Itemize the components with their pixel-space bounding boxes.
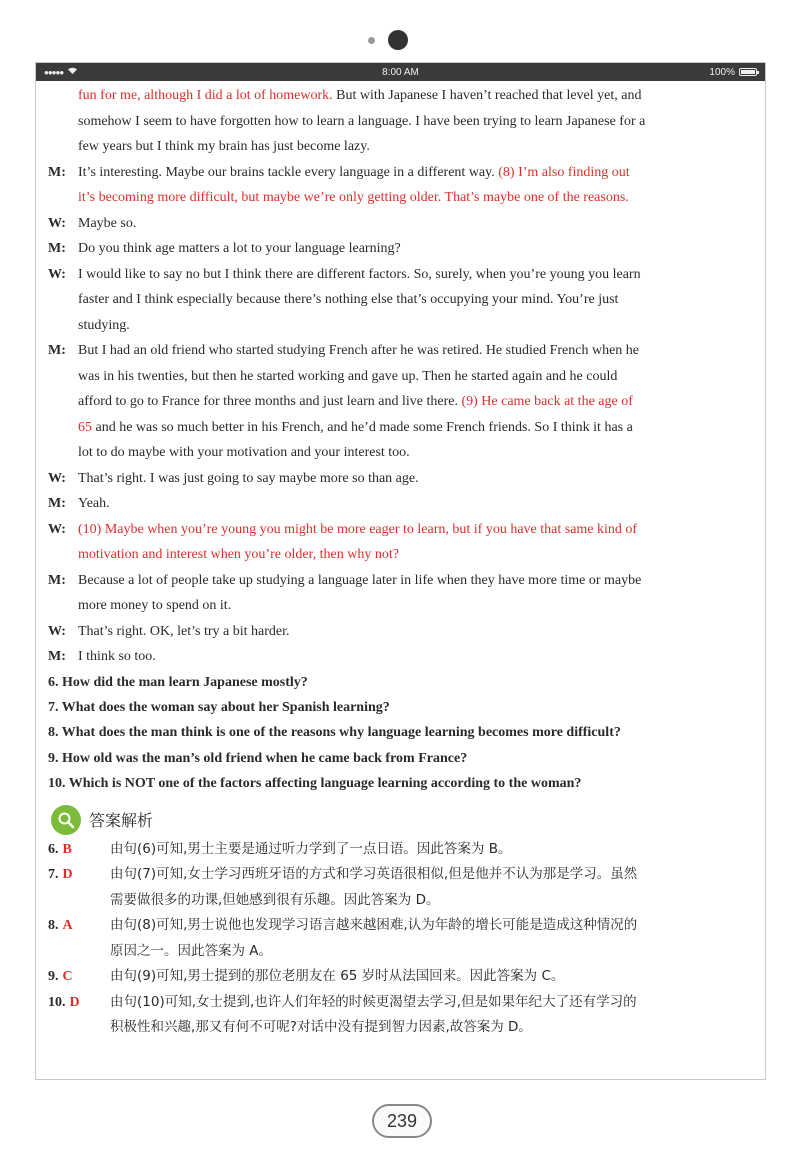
speaker-label: W: xyxy=(48,623,66,639)
dialogue-turn xyxy=(48,644,747,670)
dialogue-line xyxy=(78,83,747,109)
answer-item xyxy=(48,990,747,1041)
text-run: But with Japanese I haven’t reached that level yet, and xyxy=(332,88,642,103)
question-item: 8. What does the man think is one of the reasons why language learning becomes more difficult? xyxy=(48,725,621,741)
highlighted-text: (8) I’m also finding out xyxy=(498,164,630,180)
answer-letter: D xyxy=(62,867,73,883)
dialogue-line xyxy=(78,542,747,568)
answer-explanation-line: 由句(10)可知,女士提到,也许人们年轻的时候更渴望去学习,但是如果年纪大了还有学习的 xyxy=(110,993,637,1010)
status-time: 8:00 AM xyxy=(382,66,419,78)
text-run: lot to do maybe with your motivation and your interest too. xyxy=(78,445,410,460)
answer-letter: A xyxy=(62,918,73,934)
answer-section-title: 答案解析 xyxy=(89,811,154,831)
speaker-label: M: xyxy=(48,496,66,511)
answer-explanation-line: 由句(8)可知,男士说他也发现学习语言越来越困难,认为年龄的增长可能是造成这种情况的 xyxy=(110,917,638,934)
question-item: 6. How did the man learn Japanese mostly? xyxy=(48,674,308,690)
dialogue-turn xyxy=(48,517,747,568)
text-run: I would like to say no but I think there are different factors. So, surely, when you’re young you learn xyxy=(78,266,641,282)
highlighted-text: 65 xyxy=(78,419,92,435)
highlighted-text: (9) He came back at the age of xyxy=(461,394,633,409)
answer-explanation-line: 由句(9)可知,男士提到的那位老朋友在 65 岁时从法国回来。因此答案为 C。 xyxy=(110,968,565,985)
speaker-label: W: xyxy=(48,470,66,486)
page-indicator-dots xyxy=(366,30,426,50)
speaker-label: M: xyxy=(48,164,66,180)
dialogue-line xyxy=(78,160,747,186)
text-run: Do you think age matters a lot to your language learning? xyxy=(78,241,401,256)
answer-number xyxy=(48,913,73,939)
speaker-label: M: xyxy=(48,649,66,664)
dialogue-line xyxy=(78,568,747,594)
dialogue-turn xyxy=(48,568,747,619)
question-list xyxy=(48,670,747,797)
question-item: 7. What does the woman say about her Spanish learning? xyxy=(48,699,390,715)
text-run: few years but I think my brain has just become lazy. xyxy=(78,139,370,154)
answer-explanation-line: 原因之一。因此答案为 A。 xyxy=(110,942,273,959)
answer-index: 6. xyxy=(48,841,59,857)
page-content xyxy=(36,81,765,1041)
text-run: somehow I seem to have forgotten how to learn a language. I have been trying to learn Japanese for a xyxy=(78,113,646,129)
text-run: and he was so much better in his French, and he’d made some French friends. So I think it has a xyxy=(92,419,633,435)
status-bar xyxy=(36,63,765,81)
dialogue-line xyxy=(78,440,747,466)
question-item: 9. How old was the man’s old friend when he came back from France? xyxy=(48,750,468,766)
dialogue-line xyxy=(78,211,747,237)
speaker-label: M: xyxy=(48,343,66,358)
speaker-label: M: xyxy=(48,241,66,256)
dialogue-line xyxy=(78,185,747,211)
highlighted-text: motivation and interest when you’re older, then why not? xyxy=(78,547,399,562)
dialogue-transcript xyxy=(48,83,747,670)
speaker-label: W: xyxy=(48,521,66,537)
dialogue-line xyxy=(78,236,747,262)
dialogue-line xyxy=(78,389,747,415)
answer-letter: B xyxy=(62,841,72,857)
text-run: But I had an old friend who started studying French after he was retired. He studied French when he xyxy=(78,343,640,358)
text-run: That’s right. I was just going to say maybe more so than age. xyxy=(78,470,419,486)
dialogue-turn xyxy=(48,83,747,160)
dialogue-line xyxy=(78,466,747,492)
answer-number xyxy=(48,990,80,1016)
text-run: Maybe so. xyxy=(78,215,137,231)
wifi-icon xyxy=(67,66,78,78)
answer-letter: C xyxy=(62,969,73,985)
answer-number xyxy=(48,862,73,888)
speaker-label: W: xyxy=(48,266,66,282)
text-run: I think so too. xyxy=(78,649,156,664)
answer-list xyxy=(48,837,747,1041)
text-run: Because a lot of people take up studying a language later in life when they have more time or maybe xyxy=(78,572,642,588)
dialogue-line xyxy=(78,593,747,619)
text-run: faster and I think especially because there’s nothing else that’s occupying your mind. You’re just xyxy=(78,292,619,307)
dialogue-line xyxy=(78,644,747,670)
answer-index: 7. xyxy=(48,867,59,883)
text-run: It’s interesting. Maybe our brains tackle every language in a different way. xyxy=(78,164,499,180)
answer-letter: D xyxy=(69,994,80,1010)
dialogue-line xyxy=(78,415,747,441)
dialogue-turn xyxy=(48,262,747,339)
dialogue-line xyxy=(78,287,747,313)
text-run: was in his twenties, but then he started working and gave up. Then he started again and he could xyxy=(78,368,618,384)
dialogue-line xyxy=(78,619,747,645)
text-run: studying. xyxy=(78,317,130,333)
highlighted-text: (10) Maybe when you’re young you might be more eager to learn, but if you have that same kind of xyxy=(78,521,638,537)
dialogue-turn xyxy=(48,338,747,466)
battery-icon xyxy=(739,68,757,76)
text-run: Yeah. xyxy=(78,496,110,511)
speaker-label: M: xyxy=(48,572,66,588)
page-dot-active[interactable] xyxy=(388,30,408,50)
dialogue-line xyxy=(78,364,747,390)
answer-explanation-line: 由句(6)可知,男士主要是通过听力学到了一点日语。因此答案为 B。 xyxy=(110,840,512,857)
answer-index: 9. xyxy=(48,969,59,985)
dialogue-line xyxy=(78,262,747,288)
answer-explanation-line: 由句(7)可知,女士学习西班牙语的方式和学习英语很相似,但是他并不认为那是学习。虽然 xyxy=(110,866,638,883)
text-run: more money to spend on it. xyxy=(78,598,232,613)
dialogue-turn xyxy=(48,211,747,237)
text-run: afford to go to France for three months and just learn and live there. xyxy=(78,394,462,409)
dialogue-turn xyxy=(48,160,747,211)
magnifier-icon xyxy=(51,805,81,835)
answer-item xyxy=(48,837,747,863)
question-item: 10. Which is NOT one of the factors affecting language learning according to the woman? xyxy=(48,776,582,792)
dialogue-line xyxy=(78,134,747,160)
dialogue-turn xyxy=(48,491,747,517)
dialogue-turn xyxy=(48,236,747,262)
page-dot-inactive[interactable] xyxy=(368,37,375,44)
tablet-frame xyxy=(35,62,766,1080)
answer-explanation-line: 积极性和兴趣,那又有何不可呢?对话中没有提到智力因素,故答案为 D。 xyxy=(110,1019,532,1036)
dialogue-line xyxy=(78,491,747,517)
answer-section-header xyxy=(48,803,747,837)
page-number: 239 xyxy=(372,1104,432,1138)
battery-percent: 100% xyxy=(709,66,735,78)
signal-icon: ●●●●● xyxy=(44,67,64,77)
answer-explanation-line: 需要做很多的功课,但她感到很有乐趣。因此答案为 D。 xyxy=(110,891,440,908)
dialogue-line xyxy=(78,313,747,339)
answer-index: 10. xyxy=(48,994,66,1010)
answer-index: 8. xyxy=(48,918,59,934)
dialogue-line xyxy=(78,517,747,543)
highlighted-text: it’s becoming more difficult, but maybe we’re only getting older. That’s maybe one of the reasons. xyxy=(78,190,629,205)
answer-number xyxy=(48,964,73,990)
dialogue-turn xyxy=(48,466,747,492)
dialogue-line xyxy=(78,338,747,364)
answer-item xyxy=(48,862,747,913)
dialogue-line xyxy=(78,109,747,135)
answer-item xyxy=(48,964,747,990)
dialogue-turn xyxy=(48,619,747,645)
answer-item xyxy=(48,913,747,964)
text-run: That’s right. OK, let’s try a bit harder. xyxy=(78,623,290,639)
speaker-label: W: xyxy=(48,215,66,231)
highlighted-text: fun for me, although I did a lot of homework. xyxy=(78,88,333,103)
answer-number xyxy=(48,837,72,863)
